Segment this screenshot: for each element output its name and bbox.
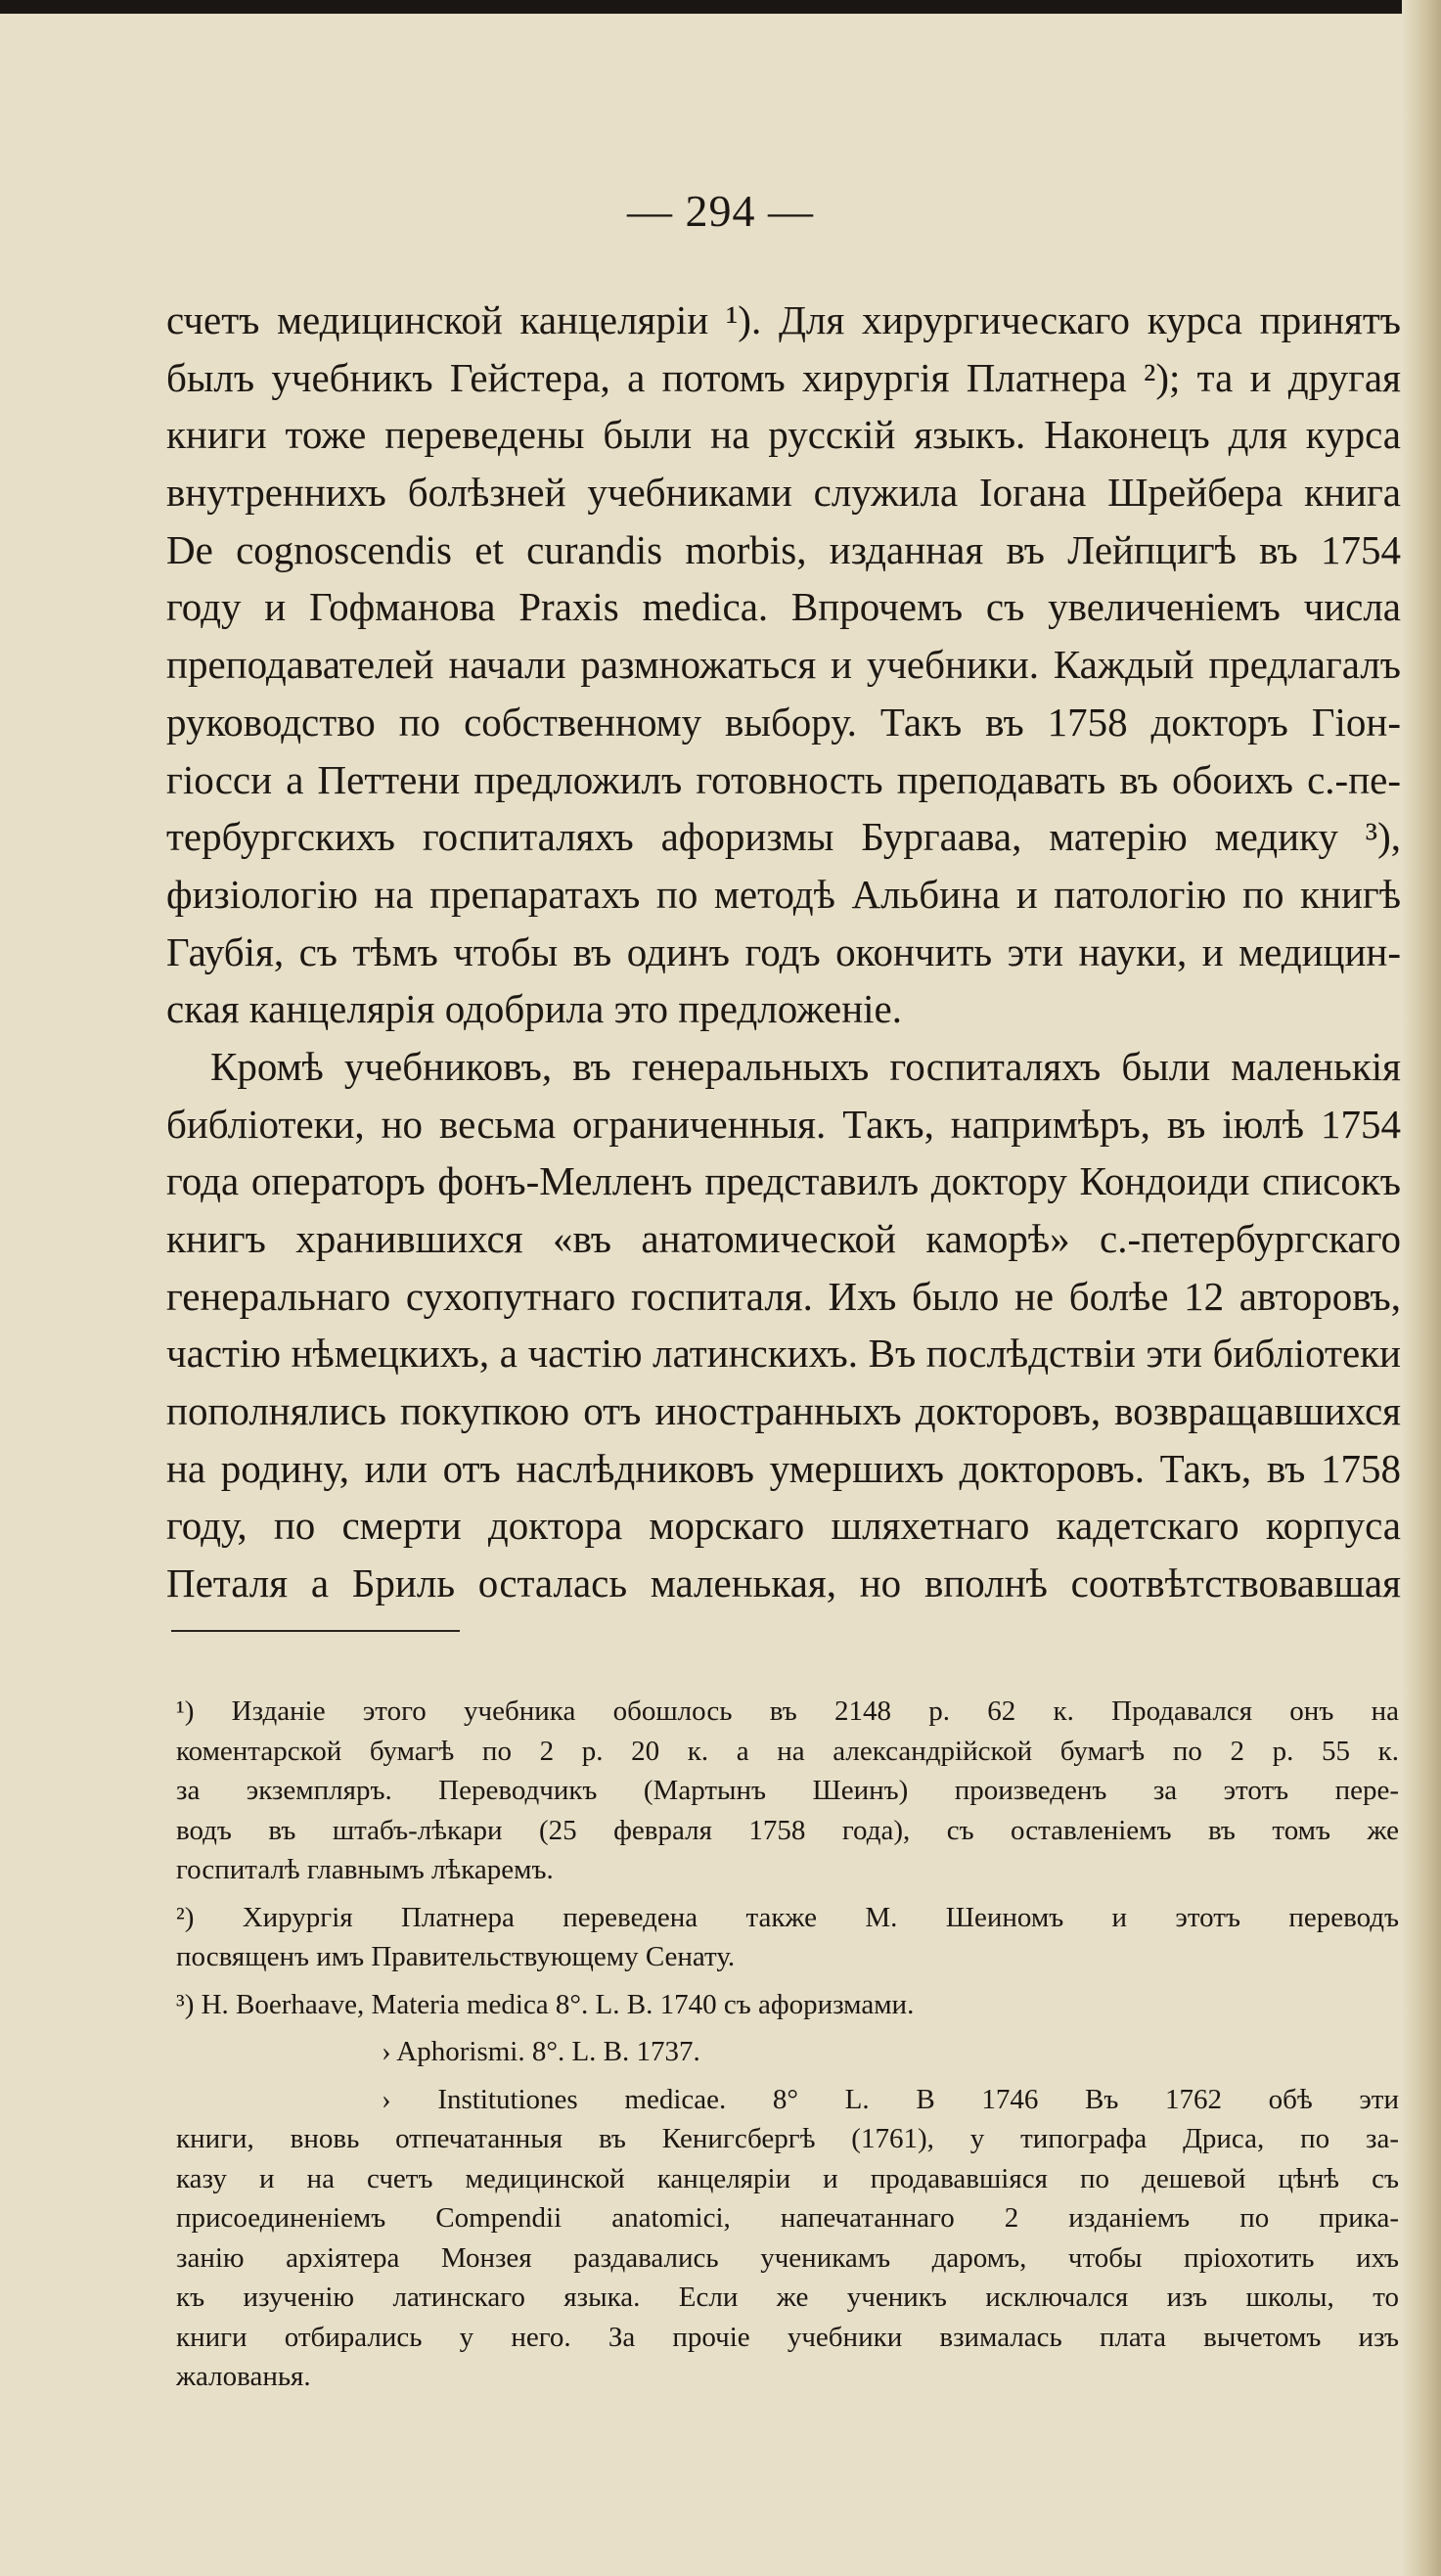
- footnote-line: водъ въ штабъ-лѣкари (25 февраля 1758 года), съ оставленіемъ въ томъ же: [176, 1814, 1399, 1846]
- text-line: ская канцелярія одобрила это предложеніе.: [166, 986, 902, 1032]
- text-line: Кромѣ учебниковъ, въ генеральныхъ госпиталяхъ были маленькія: [210, 1043, 1401, 1089]
- footnote-line: ³) Н. Boerhaave, Materia medica 8°. L. B. 1740 съ афоризмами.: [176, 1988, 915, 2020]
- text-line: преподавателей начали размножаться и учебники. Каждый предлагалъ: [166, 642, 1401, 688]
- footnotes: [176, 1692, 1399, 2397]
- text-line: книги тоже переведены были на русскій языкъ. Наконецъ для курса: [166, 412, 1401, 458]
- footnote-line: занію архіятера Монзея раздавались ученикамъ даромъ, чтобы пріохотить ихъ: [176, 2241, 1399, 2274]
- footnote-line: ²) Хирургія Платнера переведена также М. Шеиномъ и этотъ переводъ: [176, 1901, 1399, 1933]
- footnote-line: › Aphorismi. 8°. L. B. 1737.: [382, 2036, 700, 2067]
- footnote-line: коментарской бумагѣ по 2 р. 20 к. а на александрійской бумагѣ по 2 р. 55 к.: [176, 1735, 1399, 1767]
- text-line: году, по смерти доктора морскаго шляхетнаго кадетскаго корпуса: [166, 1503, 1401, 1549]
- text-line: тербургскихъ госпиталяхъ афоризмы Бургаава, матерію медику ³),: [166, 814, 1401, 860]
- text-line: физіологію на препаратахъ по методѣ Альбина и патологію по книгѣ: [166, 871, 1401, 917]
- text-line: былъ учебникъ Гейстера, а потомъ хирургія Платнера ²); та и другая: [166, 354, 1401, 400]
- footnote-line: госпиталѣ главнымъ лѣкаремъ.: [176, 1854, 554, 1885]
- text-line: Петаля а Бриль осталась маленькая, но вполнѣ соотвѣтствовавшая: [166, 1560, 1401, 1606]
- document-page: [0, 14, 1441, 2576]
- text-line: внутреннихъ болѣзней учебниками служила Іогана Шрейбера книга: [166, 470, 1401, 516]
- footnote-line: казу и на счетъ медицинской канцеляріи и продававшіяся по дешевой цѣнѣ съ: [176, 2162, 1399, 2194]
- text-line: на родину, или отъ наслѣдниковъ умершихъ докторовъ. Такъ, въ 1758: [166, 1445, 1401, 1491]
- main-text: [166, 292, 1401, 1612]
- text-line: книгъ хранившихся «въ анатомической каморѣ» с.-петербургскаго: [166, 1216, 1401, 1261]
- footnote-separator: [171, 1630, 460, 1632]
- text-line: году и Гофманова Praxis medica. Впрочемъ съ увеличеніемъ числа: [166, 584, 1401, 630]
- text-line: года операторъ фонъ-Мелленъ представилъ доктору Кондоиди списокъ: [166, 1158, 1401, 1204]
- footnote-line: присоединеніемъ Compendii anatomici, напечатаннаго 2 изданіемъ по прика-: [176, 2202, 1399, 2234]
- text-line: частію нѣмецкихъ, а частію латинскихъ. Въ послѣдствіи эти библіотеки: [166, 1331, 1401, 1377]
- scan-top-border: [0, 0, 1441, 14]
- footnote-line: ¹) Изданіе этого учебника обошлось въ 2148 р. 62 к. Продавался онъ на: [176, 1695, 1399, 1727]
- text-line: генеральнаго сухопутнаго госпиталя. Ихъ было не болѣе 12 авторовъ,: [166, 1273, 1401, 1319]
- footnote-line: книги отбирались у него. За прочіе учебники взималась плата вычетомъ изъ: [176, 2321, 1399, 2353]
- footnote-line: посвященъ имъ Правительствующему Сенату.: [176, 1941, 736, 1972]
- text-line: гіосси а Петтени предложилъ готовность преподавать въ обоихъ с.-пе-: [166, 756, 1401, 802]
- footnote-line: книги, вновь отпечатанныя въ Кенигсбергѣ (1761), у типографа Дриса, по за-: [176, 2123, 1399, 2154]
- text-line: счетъ медицинской канцеляріи ¹). Для хирургическаго курса принятъ: [166, 297, 1401, 342]
- text-line: De cognoscendis et curandis morbis, изданная въ Лейпцигѣ въ 1754: [166, 526, 1401, 572]
- footnote-line: жалованья.: [176, 2361, 311, 2392]
- footnote-line: › Institutiones medicae. 8° L. B 1746 Въ 1762 обѣ эти: [382, 2083, 1399, 2115]
- footnote-line: за экземпляръ. Переводчикъ (Мартынъ Шеинъ) произведенъ за этотъ пере-: [176, 1775, 1399, 1806]
- text-line: библіотеки, но весьма ограниченныя. Такъ, напримѣръ, въ іюлѣ 1754: [166, 1101, 1401, 1147]
- text-line: руководство по собственному выбору. Такъ въ 1758 докторъ Гіон-: [166, 699, 1401, 745]
- page-number: — 294 —: [627, 186, 814, 236]
- text-line: Гаубія, съ тѣмъ чтобы въ одинъ годъ окончить эти науки, и медицин-: [166, 928, 1401, 974]
- text-line: пополнялись покупкою отъ иностранныхъ докторовъ, возвращавшихся: [166, 1388, 1401, 1434]
- footnote-line: къ изученію латинскаго языка. Если же ученикъ исключался изъ школы, то: [176, 2282, 1399, 2313]
